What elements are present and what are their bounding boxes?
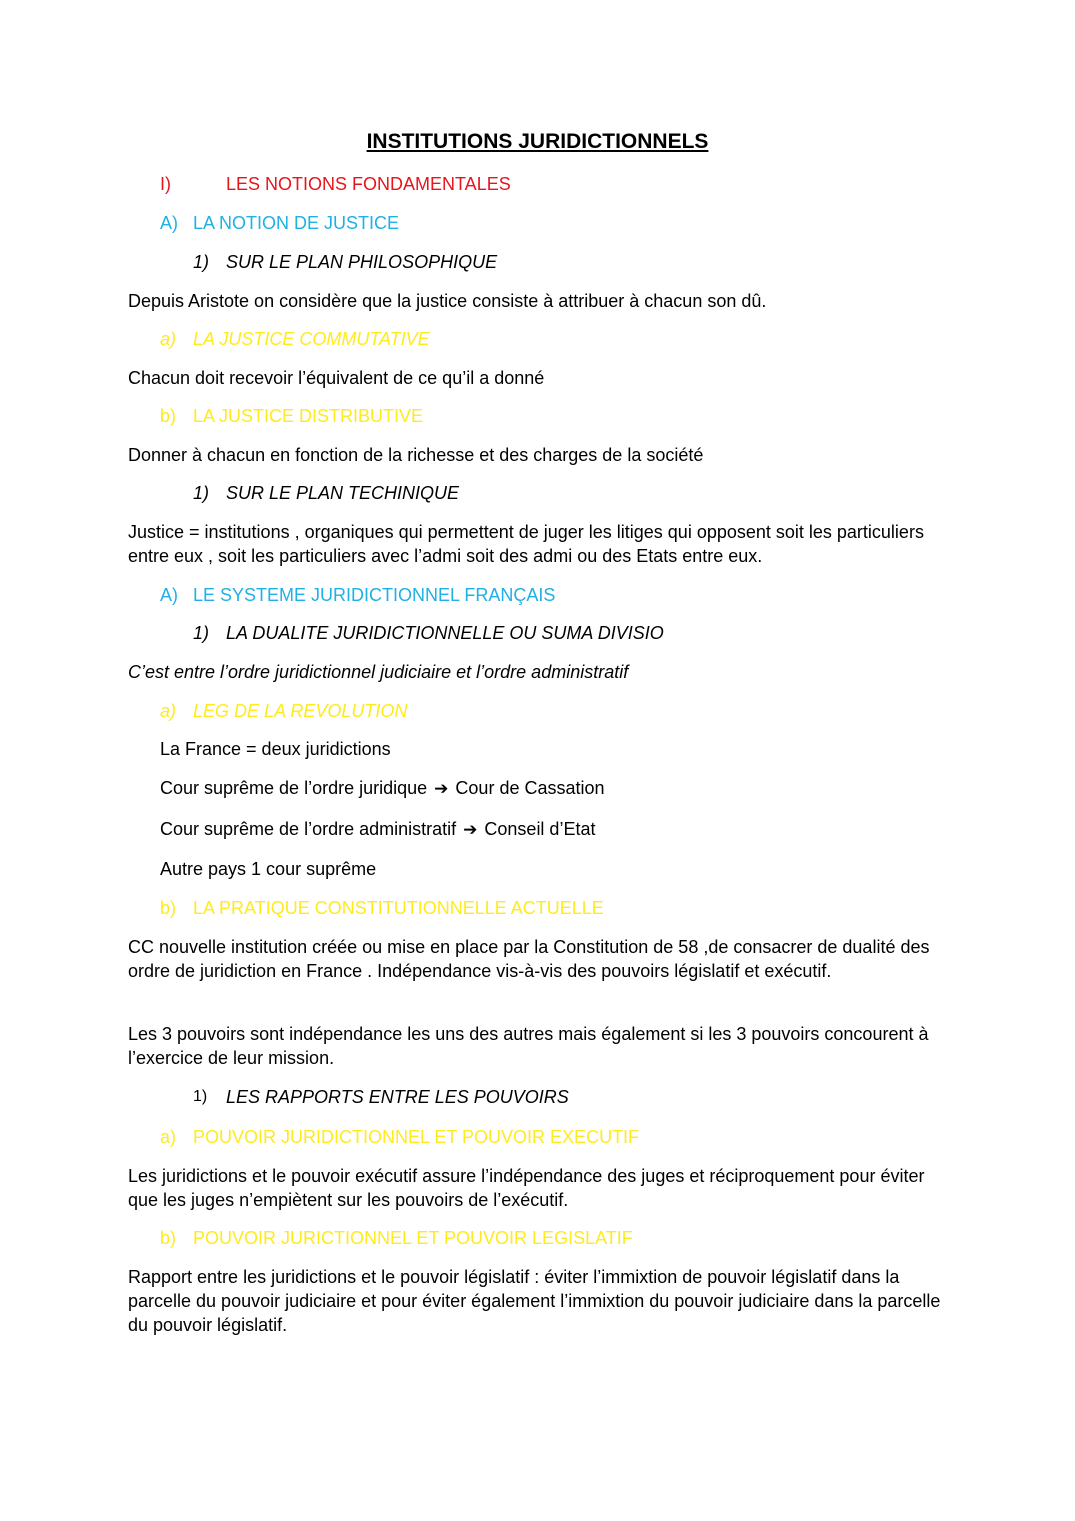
cour-administratif-label: Cour suprême de l’ordre administratif: [160, 819, 457, 839]
conseil-etat-label: Conseil d’Etat: [484, 819, 596, 839]
line-cour-cassation: [160, 776, 605, 801]
heading-A-number: A): [160, 585, 178, 605]
heading-justice-distributive: LA JUSTICE DISTRIBUTIVE: [193, 406, 424, 426]
heading-1-number: 1): [193, 1088, 208, 1105]
heading-notions-fondamentales: LES NOTIONS FONDAMENTALES: [226, 174, 511, 194]
heading-plan-philosophique: SUR LE PLAN PHILOSOPHIQUE: [226, 252, 498, 272]
heading-b-number: b): [160, 898, 177, 918]
line-france-deux-juridictions: La France = deux juridictions: [160, 739, 391, 759]
heading-pouvoir-legislatif: POUVOIR JURICTIONNEL ET POUVOIR LEGISLATIF: [193, 1228, 633, 1248]
right-arrow-icon: ➔: [434, 779, 449, 798]
right-arrow-icon: ➔: [463, 820, 478, 839]
paragraph-distributive: Donner à chacun en fonction de la richesse et des charges de la société: [128, 445, 704, 465]
paragraph-commutative: Chacun doit recevoir l’équivalent de ce qu’il a donné: [128, 368, 545, 388]
heading-a-number: a): [160, 1127, 177, 1147]
heading-pratique-constitutionnelle: LA PRATIQUE CONSTITUTIONNELLE ACTUELLE: [193, 898, 604, 918]
document-title: INSTITUTIONS JURIDICTIONNELS: [366, 130, 709, 153]
cour-juridique-label: Cour suprême de l’ordre juridique: [160, 778, 428, 798]
line-autre-pays: Autre pays 1 cour suprême: [160, 859, 377, 879]
heading-justice-commutative: LA JUSTICE COMMUTATIVE: [193, 329, 430, 349]
heading-pouvoir-executif: POUVOIR JURIDICTIONNEL ET POUVOIR EXECUTIF: [193, 1127, 640, 1147]
paragraph-cc: CC nouvelle institution créée ou mise en place par la Constitution de 58 ,de consacrer de dualité des ordre de juridiction en France . Indépendance vis-à-vis des pouvoirs législatif et exécutif.: [128, 937, 930, 981]
heading-A-number: A): [160, 213, 178, 233]
heading-1-number: 1): [193, 483, 210, 503]
heading-1-number: 1): [193, 623, 210, 643]
heading-b-number: b): [160, 406, 177, 426]
cour-cassation-label: Cour de Cassation: [455, 778, 605, 798]
heading-notion-de-justice: LA NOTION DE JUSTICE: [193, 213, 400, 233]
heading-b-number: b): [160, 1228, 177, 1248]
heading-rapports-pouvoirs: LES RAPPORTS ENTRE LES POUVOIRS: [226, 1087, 569, 1107]
paragraph-executif: Les juridictions et le pouvoir exécutif assure l’indépendance des juges et réciproquement pour éviter que les juges n’empiètent sur les pouvoirs de l’exécutif.: [128, 1166, 925, 1210]
heading-dualite-juridictionnelle: LA DUALITE JURIDICTIONNELLE OU SUMA DIVISIO: [226, 623, 664, 643]
heading-plan-technique: SUR LE PLAN TECHINIQUE: [226, 483, 460, 503]
heading-leg-revolution: LEG DE LA REVOLUTION: [193, 701, 408, 721]
paragraph-ordre: C’est entre l’ordre juridictionnel judiciaire et l’ordre administratif: [128, 662, 629, 682]
paragraph-aristote: Depuis Aristote on considère que la justice consiste à attribuer à chacun son dû.: [128, 291, 767, 311]
heading-systeme-juridictionnel: LE SYSTEME JURIDICTIONNEL FRANÇAIS: [193, 585, 556, 605]
paragraph-legislatif: Rapport entre les juridictions et le pouvoir législatif : éviter l’immixtion de pouvoir législatif dans la parcelle du pouvoir judiciaire et pour éviter également l’immixtion du pouvoir judiciaire dans la parcelle du pouvoir législatif.: [128, 1267, 941, 1335]
heading-a-number: a): [160, 329, 177, 349]
paragraph-justice-institutions: Justice = institutions , organiques qui permettent de juger les litiges qui opposent soit les particuliers entre eux , soit les particuliers avec l’admi soit des admi ou des Etats entre eux.: [128, 522, 924, 566]
heading-I-number: I): [160, 174, 171, 194]
heading-a-number: a): [160, 701, 177, 721]
paragraph-3-pouvoirs: Les 3 pouvoirs sont indépendance les uns des autres mais également si les 3 pouvoirs concourent à l’exercice de leur mission.: [128, 1024, 929, 1068]
heading-1-number: 1): [193, 252, 210, 272]
line-conseil-etat: [160, 817, 595, 842]
